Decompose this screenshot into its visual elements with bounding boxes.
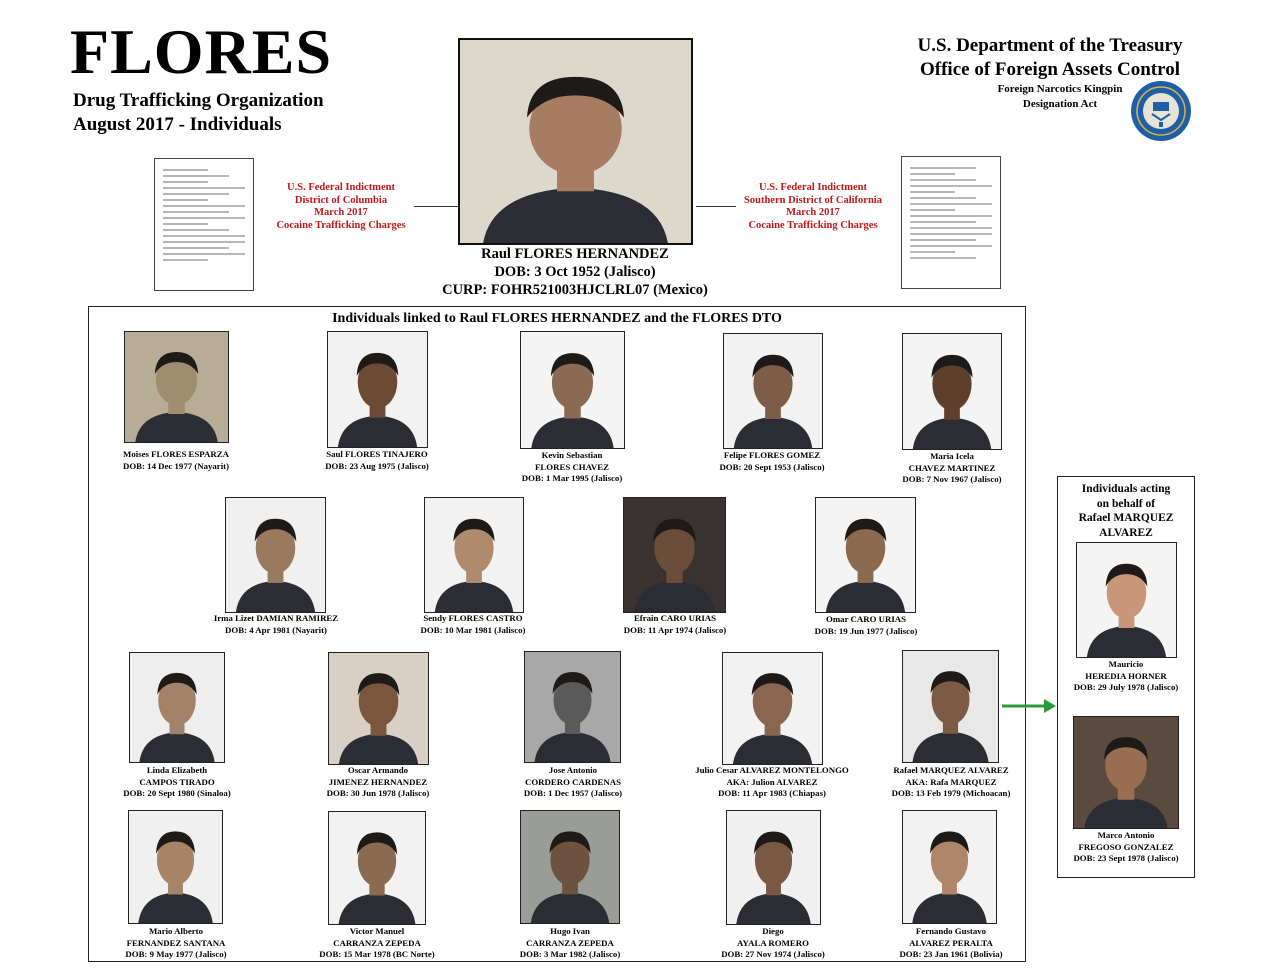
caption-saul-flores-tinajero: [277, 449, 477, 472]
person-name-line: Maria Icela: [930, 451, 974, 461]
photo-hugo-ivan: [520, 810, 620, 924]
photo-sendy-flores-castro: [424, 497, 524, 613]
person-dob: DOB: 23 Sept 1978 (Jalisco): [1073, 853, 1179, 863]
person-dob: DOB: 10 Mar 1981 (Jalisco): [420, 624, 526, 635]
portrait-image: [460, 40, 691, 243]
linked-individuals-title: Individuals linked to Raul FLORES HERNANDEZ and the FLORES DTO: [332, 311, 782, 326]
portrait-image: [1077, 543, 1176, 657]
caption-rafael-marquez-alvarez: [851, 765, 1051, 800]
person-name-line: FLORES CHAVEZ: [535, 461, 609, 472]
treasury-seal-icon: [1130, 80, 1192, 142]
portrait-image: [328, 332, 427, 447]
person-name-line: AYALA ROMERO: [737, 937, 809, 948]
main-person-curp: CURP: FOHR521003HJCLRL07 (Mexico): [442, 282, 708, 298]
portrait-image: [727, 811, 820, 924]
person-dob: DOB: 3 Mar 1982 (Jalisco): [519, 949, 621, 959]
portrait-image: [525, 652, 620, 762]
portrait-image: [125, 332, 228, 442]
photo-mauricio: [1076, 542, 1177, 658]
person-dob: DOB: 23 Aug 1975 (Jalisco): [325, 460, 429, 471]
person-dob: DOB: 11 Apr 1983 (Chiapas): [718, 788, 826, 798]
person-dob: DOB: 29 July 1978 (Jalisco): [1073, 682, 1179, 692]
person-name-line: FERNANDEZ SANTANA: [126, 937, 226, 948]
caption-fernando-gustavo: [851, 926, 1051, 961]
subtitle-date: August 2017 - Individuals: [73, 114, 282, 135]
connector-line-left: [414, 206, 458, 207]
photo-maria-icela: [902, 333, 1002, 450]
caption-mario-alberto: [76, 926, 276, 961]
portrait-image: [903, 811, 996, 923]
person-name-line: JIMENEZ HERNANDEZ: [328, 776, 428, 787]
portrait-image: [521, 332, 624, 448]
person-name-line: Oscar Armando: [347, 765, 409, 775]
caption-felipe-flores-gomez: [672, 450, 872, 473]
photo-saul-flores-tinajero: [327, 331, 428, 448]
agency-name: U.S. Department of the Treasury: [917, 35, 1183, 56]
person-name-line: Saul FLORES TINAJERO: [326, 449, 428, 459]
page-title: FLORES: [70, 16, 333, 87]
person-name-line: Rafael MARQUEZ ALVAREZ: [893, 765, 1009, 775]
person-name-line: Fernando Gustavo: [915, 926, 987, 936]
person-dob: DOB: 15 Mar 1978 (BC Norte): [319, 949, 435, 959]
portrait-image: [521, 811, 619, 923]
person-name-line: Julio Cesar ALVAREZ MONTELONGO: [695, 765, 849, 775]
person-name-line: Kevin Sebastian: [541, 450, 603, 460]
portrait-image: [329, 653, 428, 764]
photo-moises-flores-esparza: [124, 331, 229, 443]
subtitle-organization: Drug Trafficking Organization: [73, 90, 324, 111]
person-dob: DOB: 20 Sept 1980 (Sinaloa): [123, 788, 231, 798]
photo-fernando-gustavo: [902, 810, 997, 924]
portrait-image: [129, 811, 222, 923]
portrait-image: [724, 334, 822, 448]
main-person-photo: [458, 38, 693, 245]
person-name-line: CARRANZA ZEPEDA: [333, 937, 421, 948]
caption-moises-flores-esparza: [76, 449, 276, 472]
indictment-document-left: [154, 158, 254, 291]
photo-victor-manuel: [328, 811, 426, 925]
portrait-image: [425, 498, 523, 612]
caption-irma-lizet-damian-ramirez: [176, 613, 376, 636]
photo-rafael-marquez-alvarez: [902, 650, 999, 763]
person-name-line: AKA: Rafa MARQUEZ: [905, 776, 997, 787]
person-name-line: CHAVEZ MARTINEZ: [908, 462, 996, 473]
portrait-image: [624, 498, 725, 612]
person-dob: DOB: 20 Sept 1953 (Jalisco): [719, 461, 825, 472]
person-name-line: Jose Antonio: [548, 765, 598, 775]
photo-mario-alberto: [128, 810, 223, 924]
portrait-image: [723, 653, 822, 764]
person-name-line: FREGOSO GONZALEZ: [1078, 841, 1174, 852]
person-dob: DOB: 14 Dec 1977 (Nayarit): [122, 460, 230, 471]
portrait-image: [329, 812, 425, 924]
portrait-image: [130, 653, 224, 762]
act-name-line2: Designation Act: [1022, 98, 1098, 110]
caption-linda-elizabeth: [77, 765, 277, 800]
person-dob: DOB: 30 Jun 1978 (Jalisco): [326, 788, 430, 798]
person-name-line: Mauricio: [1108, 659, 1144, 669]
photo-linda-elizabeth: [129, 652, 225, 763]
caption-julio-cesar-alvarez-montelongo: [672, 765, 872, 800]
caption-diego: [673, 926, 873, 961]
person-name-line: Omar CARO URIAS: [826, 614, 906, 624]
caption-sendy-flores-castro: [373, 613, 573, 636]
main-person-dob: DOB: 3 Oct 1952 (Jalisco): [494, 264, 656, 280]
main-person-name: Raul FLORES HERNANDEZ: [481, 246, 669, 262]
caption-jose-antonio: [473, 765, 673, 800]
indictment-text-right: U.S. Federal Indictment Southern District of California March 2017 Cocaine Trafficking Charges: [744, 182, 882, 231]
caption-omar-caro-urias: [766, 614, 966, 637]
connector-line-right: [696, 206, 736, 207]
person-dob: DOB: 11 Apr 1974 (Jalisco): [623, 624, 727, 635]
person-name-line: Sendy FLORES CASTRO: [423, 613, 523, 623]
caption-oscar-armando: [278, 765, 478, 800]
photo-oscar-armando: [328, 652, 429, 765]
person-dob: DOB: 1 Mar 1995 (Jalisco): [521, 473, 623, 483]
photo-efrain-caro-urias: [623, 497, 726, 613]
photo-omar-caro-urias: [815, 497, 916, 613]
indictment-document-right: [901, 156, 1001, 289]
act-name-line1: Foreign Narcotics Kingpin: [997, 83, 1123, 95]
person-dob: DOB: 13 Feb 1979 (Michoacan): [891, 788, 1011, 798]
caption-efrain-caro-urias: [575, 613, 775, 636]
photo-felipe-flores-gomez: [723, 333, 823, 449]
person-name-line: Marco Antonio: [1097, 830, 1155, 840]
person-dob: DOB: 27 Nov 1974 (Jalisco): [721, 949, 825, 959]
caption-marco-antonio: [1026, 830, 1226, 865]
person-name-line: Moises FLORES ESPARZA: [123, 449, 229, 459]
photo-kevin-sebastian: [520, 331, 625, 449]
person-name-line: Efrain CARO URIAS: [633, 613, 717, 623]
person-dob: DOB: 4 Apr 1981 (Nayarit): [225, 624, 327, 635]
arrow-right-icon: [1000, 697, 1058, 715]
person-name-line: CAMPOS TIRADO: [139, 776, 215, 787]
caption-maria-icela: [852, 451, 1052, 486]
side-individuals-title: Individuals acting on behalf of Rafael MARQUEZ ALVAREZ: [1078, 483, 1174, 539]
portrait-image: [226, 498, 325, 612]
person-name-line: Hugo Ivan: [550, 926, 590, 936]
person-name-line: HEREDIA HORNER: [1085, 670, 1167, 681]
person-name-line: Felipe FLORES GOMEZ: [723, 450, 821, 460]
person-dob: DOB: 9 May 1977 (Jalisco): [125, 949, 227, 959]
caption-hugo-ivan: [470, 926, 670, 961]
person-dob: DOB: 23 Jan 1961 (Bolivia): [899, 949, 1003, 959]
person-dob: DOB: 1 Dec 1957 (Jalisco): [523, 788, 623, 798]
photo-jose-antonio: [524, 651, 621, 763]
indictment-text-left: U.S. Federal Indictment District of Columbia March 2017 Cocaine Trafficking Charges: [276, 182, 406, 231]
person-name-line: Linda Elizabeth: [146, 765, 208, 775]
photo-diego: [726, 810, 821, 925]
portrait-image: [1074, 717, 1178, 828]
caption-victor-manuel: [277, 926, 477, 961]
person-dob: DOB: 19 Jun 1977 (Jalisco): [814, 625, 918, 636]
caption-kevin-sebastian: [472, 450, 672, 485]
person-name-line: AKA: Julion ALVAREZ: [726, 776, 818, 787]
person-name-line: CARRANZA ZEPEDA: [526, 937, 614, 948]
photo-irma-lizet-damian-ramirez: [225, 497, 326, 613]
person-dob: DOB: 7 Nov 1967 (Jalisco): [902, 474, 1002, 484]
person-name-line: Victor Manuel: [349, 926, 405, 936]
portrait-image: [816, 498, 915, 612]
photo-julio-cesar-alvarez-montelongo: [722, 652, 823, 765]
portrait-image: [903, 651, 998, 762]
person-name-line: Diego: [762, 926, 784, 936]
photo-marco-antonio: [1073, 716, 1179, 829]
person-name-line: ALVAREZ PERALTA: [909, 937, 993, 948]
person-name-line: Irma Lizet DAMIAN RAMIREZ: [213, 613, 339, 623]
person-name-line: Mario Alberto: [149, 926, 203, 936]
person-name-line: CORDERO CARDENAS: [524, 776, 622, 787]
caption-mauricio: [1026, 659, 1226, 694]
portrait-image: [903, 334, 1001, 449]
office-name: Office of Foreign Assets Control: [920, 59, 1180, 80]
